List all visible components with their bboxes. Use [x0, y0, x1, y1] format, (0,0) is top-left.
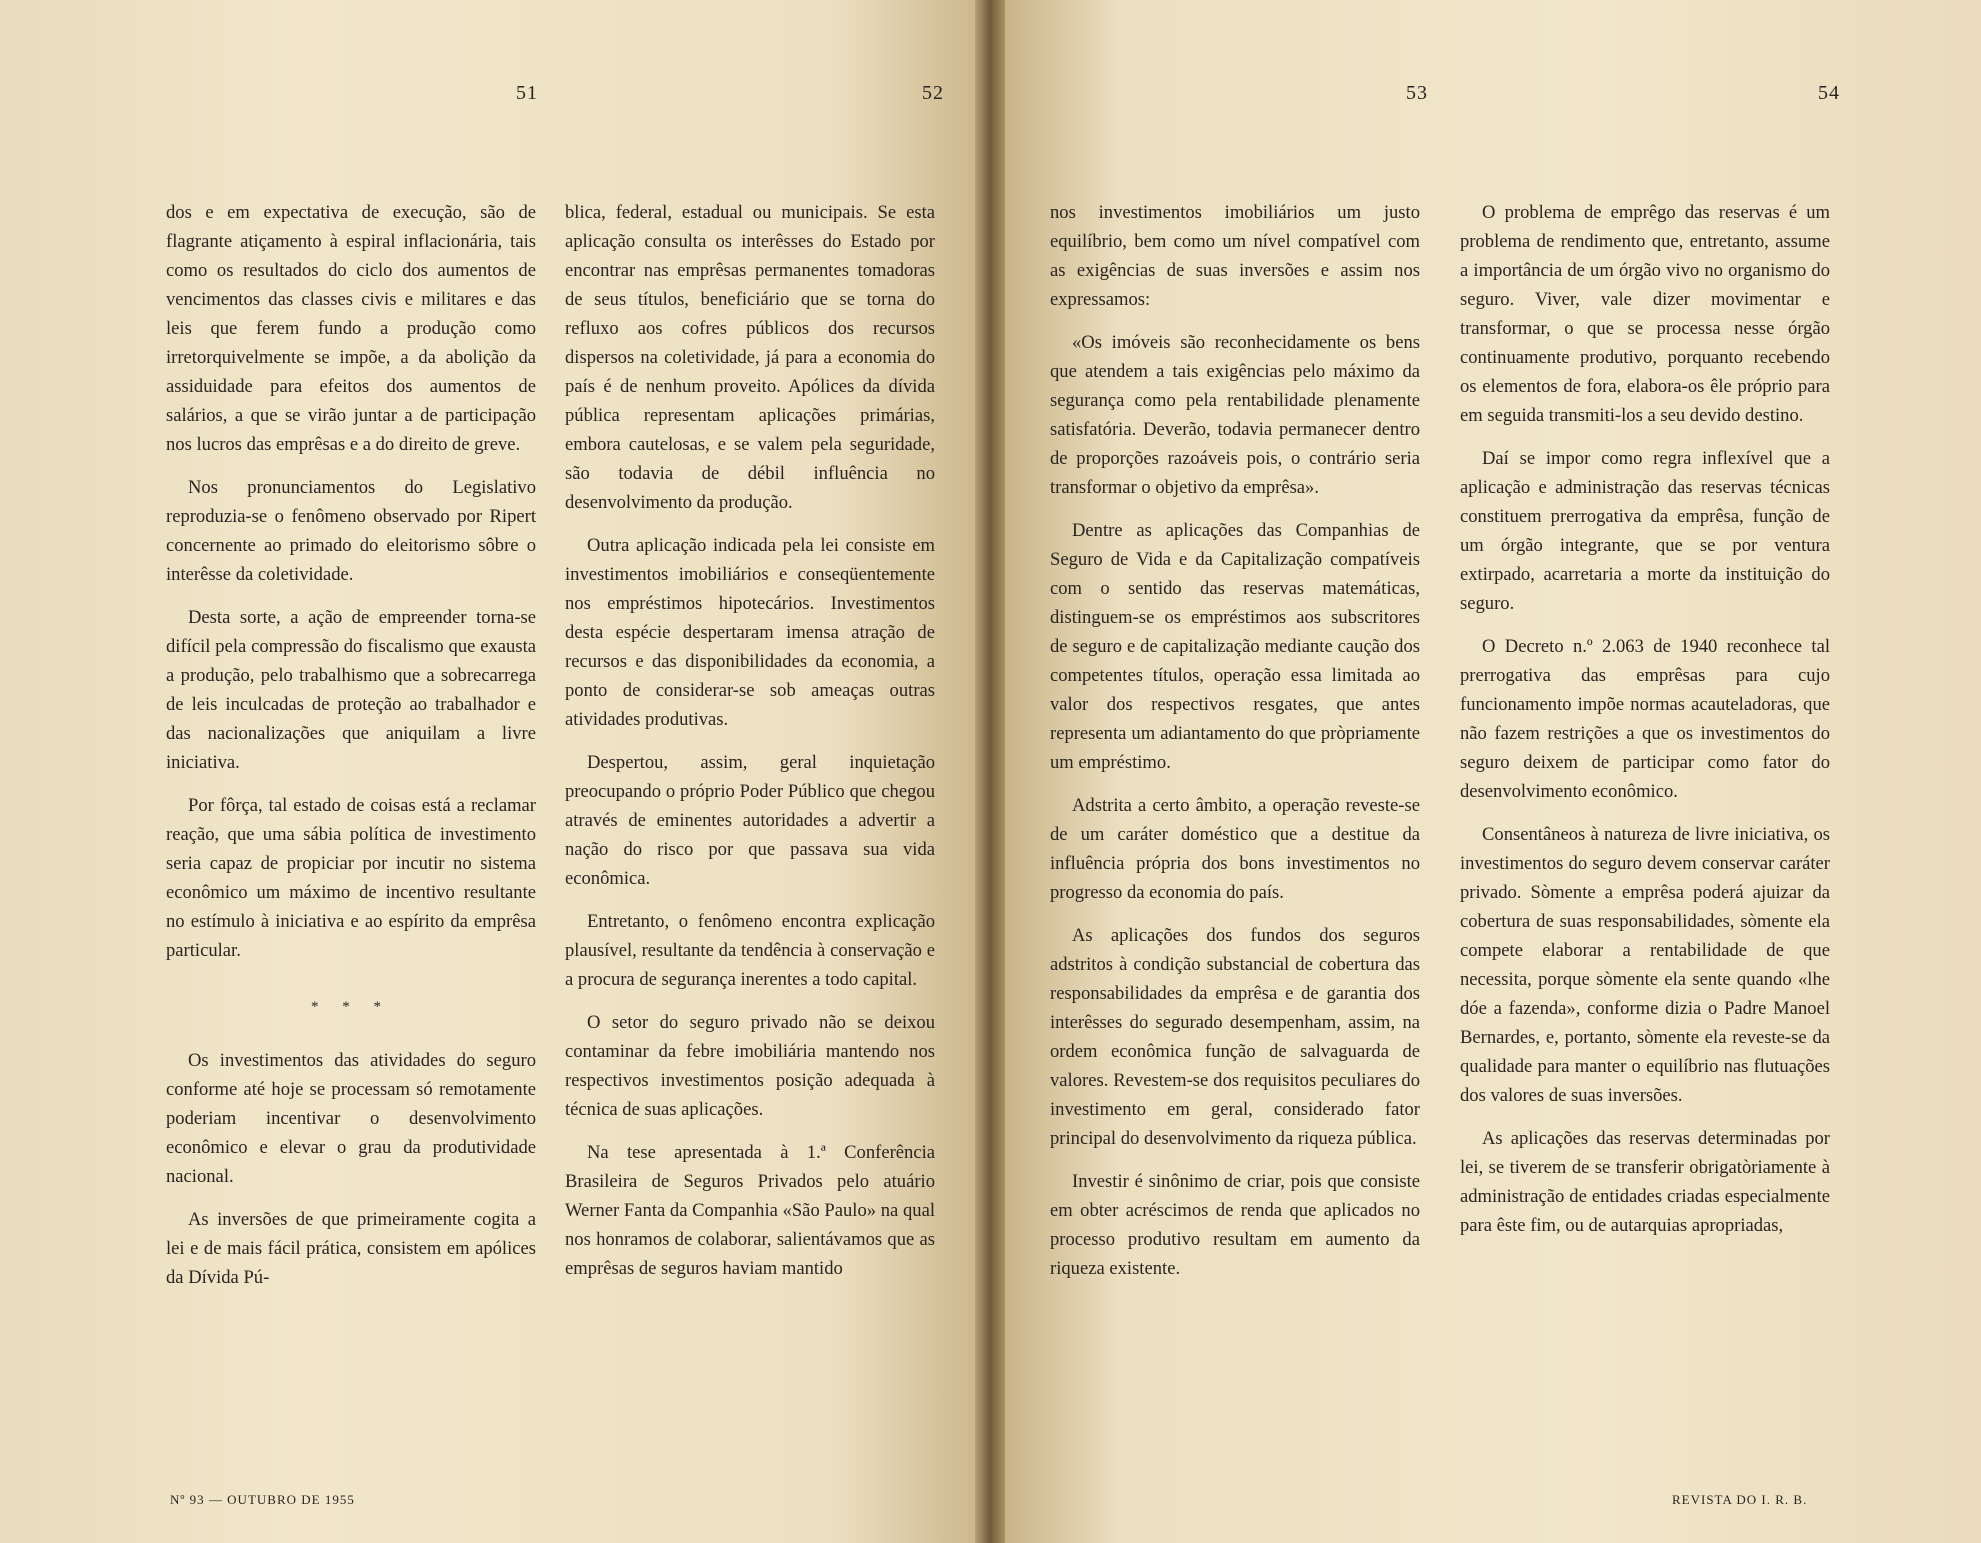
paragraph: Dentre as aplicações das Companhias de Seguro de Vida e da Capitalização compatíveis com o sentido das reservas matemáticas, distinguem-se os empréstimos aos subscritores de seguro e de capitalização mediante caução dos competentes títulos, operação essa limitada ao valor dos respectivos resgates, que antes representa um adiantamento do que pròpriamente um empréstimo.: [1050, 520, 1420, 773]
book-gutter: [975, 0, 1005, 1543]
paragraph: nos investimentos imobiliários um justo equilíbrio, bem como um nível compatível com as exigências de suas inversões e assim nos expressamos:: [1050, 202, 1420, 310]
page-number-51: 51: [516, 82, 538, 104]
paragraph: Adstrita a certo âmbito, a operação reveste-se de um caráter doméstico que a destitue da influência própria dos bons investimentos no progresso da economia do país.: [1050, 795, 1420, 903]
column-page-53: [1050, 198, 1420, 1297]
footer-journal: REVISTA DO I. R. B.: [1672, 1492, 1808, 1507]
paragraph: Nos pronunciamentos do Legislativo reproduzia-se o fenômeno observado por Ripert concernente ao primado do eleitorismo sôbre o interêsse da coletividade.: [166, 477, 536, 585]
paragraph: Despertou, assim, geral inquietação preocupando o próprio Poder Público que chegou através de eminentes autoridades a advertir a nação do risco por que passava sua vida econômica.: [565, 752, 935, 889]
paragraph: Na tese apresentada à 1.ª Conferência Brasileira de Seguros Privados pelo atuário Werner Fanta da Companhia «São Paulo» na qual nos honramos de colaborar, salientávamos que as emprêsas de seguros haviam mantido: [565, 1142, 935, 1279]
paragraph: Daí se impor como regra inflexível que a aplicação e administração das reservas técnicas constituem prerrogativa da emprêsa, função de um órgão integrante, que se por ventura extirpado, acarretaria a morte da instituição do seguro.: [1460, 448, 1830, 614]
paragraph: Os investimentos das atividades do seguro conforme até hoje se processam só remotamente poderiam incentivar o desenvolvimento econômico e elevar o grau da produtividade nacional.: [166, 1050, 536, 1187]
footer-issue: Nº 93 — OUTUBRO DE 1955: [170, 1492, 355, 1507]
column-page-51: [166, 198, 536, 1306]
column-page-54: [1460, 198, 1830, 1254]
paragraph: dos e em expectativa de execução, são de flagrante atiçamento à espiral inflacionária, tais como os resultados do ciclo dos aumentos de vencimentos das classes civis e militares e das leis que ferem fundo a produção como irretorquivelmente se impõe, a da abolição da assiduidade para efeitos dos aumentos de salários, a que se virão juntar a de participação nos lucros das emprêsas e a do direito de greve.: [166, 202, 536, 455]
column-page-52: [565, 198, 935, 1297]
paragraph: Outra aplicação indicada pela lei consiste em investimentos imobiliários e conseqüentemente nos empréstimos hipotecários. Investimentos desta espécie despertaram imensa atração de recursos e das disponibilidades da economia, a ponto de considerar-se sob ameaças outras atividades produtivas.: [565, 535, 935, 730]
paragraph: Investir é sinônimo de criar, pois que consiste em obter acréscimos de renda que aplicados no processo produtivo resultam em aumento da riqueza existente.: [1050, 1171, 1420, 1279]
paragraph: O setor do seguro privado não se deixou contaminar da febre imobiliária mantendo nos respectivos investimentos posição adequada à técnica de suas aplicações.: [565, 1012, 935, 1120]
paragraph: As aplicações das reservas determinadas por lei, se tiverem de se transferir obrigatòriamente à administração de entidades criadas especialmente para êste fim, ou de autarquias apropriadas,: [1460, 1128, 1830, 1236]
paragraph: Entretanto, o fenômeno encontra explicação plausível, resultante da tendência à conservação e a procura de segurança inerentes a todo capital.: [565, 911, 935, 990]
paragraph: As inversões de que primeiramente cogita a lei e de mais fácil prática, consistem em apólices da Dívida Pú-: [166, 1209, 536, 1288]
paragraph: «Os imóveis são reconhecidamente os bens que atendem a tais exigências pelo máximo da segurança como pela rentabilidade plenamente satisfatória. Deverão, todavia permanecer dentro de proporções razoáveis pois, o contrário seria transformar o objetivo da emprêsa».: [1050, 332, 1420, 498]
page-number-53: 53: [1406, 82, 1428, 104]
paragraph: blica, federal, estadual ou municipais. Se esta aplicação consulta os interêsses do Estado por encontrar nas emprêsas permanentes tomadoras de seus títulos, beneficiário que se torna do refluxo aos cofres públicos dos recursos dispersos na coletividade, já para a economia do país é de nenhum proveito. Apólices da dívida pública representam aplicações primárias, embora cautelosas, e se valem pela seguridade, são todavia de débil influência no desenvolvimento da produção.: [565, 202, 935, 513]
section-separator: * * *: [311, 999, 391, 1015]
page-number-54: 54: [1818, 82, 1840, 104]
paragraph: O problema de emprêgo das reservas é um problema de rendimento que, entretanto, assume a importância de um órgão vivo no organismo do seguro. Viver, vale dizer movimentar e transformar, o que se processa nesse órgão continuamente produtivo, porquanto recebendo os elementos de fora, elabora-os êle próprio para em seguida transmiti-los a seu devido destino.: [1460, 202, 1830, 426]
paragraph: Consentâneos à natureza de livre iniciativa, os investimentos do seguro devem conservar caráter privado. Sòmente a emprêsa poderá ajuizar da cobertura de suas responsabilidades, sòmente ela compete elaborar a rentabilidade de que necessita, porque sòmente ela sente quando «lhe dóe a fazenda», conforme dizia o Padre Manoel Bernardes, e, portanto, sòmente ela reveste-se da qualidade para manter o equilíbrio nas flutuações dos valores de suas inversões.: [1460, 824, 1830, 1106]
paragraph: Desta sorte, a ação de empreender torna-se difícil pela compressão do fiscalismo que exausta a produção, pelo trabalhismo que a sobrecarrega de leis inculcadas de proteção ao trabalhador e das nacionalizações que aniquilam a livre iniciativa.: [166, 607, 536, 773]
paragraph: As aplicações dos fundos dos seguros adstritos à condição substancial de cobertura das responsabilidades da emprêsa e de garantia dos interêsses do segurado desempenham, assim, na ordem econômica função de salvaguarda de valores. Revestem-se dos requisitos peculiares do investimento em geral, considerado fator principal do desenvolvimento da riqueza pública.: [1050, 925, 1420, 1149]
paragraph: Por fôrça, tal estado de coisas está a reclamar reação, que uma sábia política de investimento seria capaz de propiciar por incutir no sistema econômico um máximo de incentivo resultante no estímulo à iniciativa e ao espírito da emprêsa particular.: [166, 795, 536, 961]
paragraph: O Decreto n.º 2.063 de 1940 reconhece tal prerrogativa das emprêsas para cujo funcionamento impõe normas acauteladoras, que não fazem restrições a que os investimentos do seguro deixem de participar como fator do desenvolvimento econômico.: [1460, 636, 1830, 802]
page-number-52: 52: [922, 82, 944, 104]
